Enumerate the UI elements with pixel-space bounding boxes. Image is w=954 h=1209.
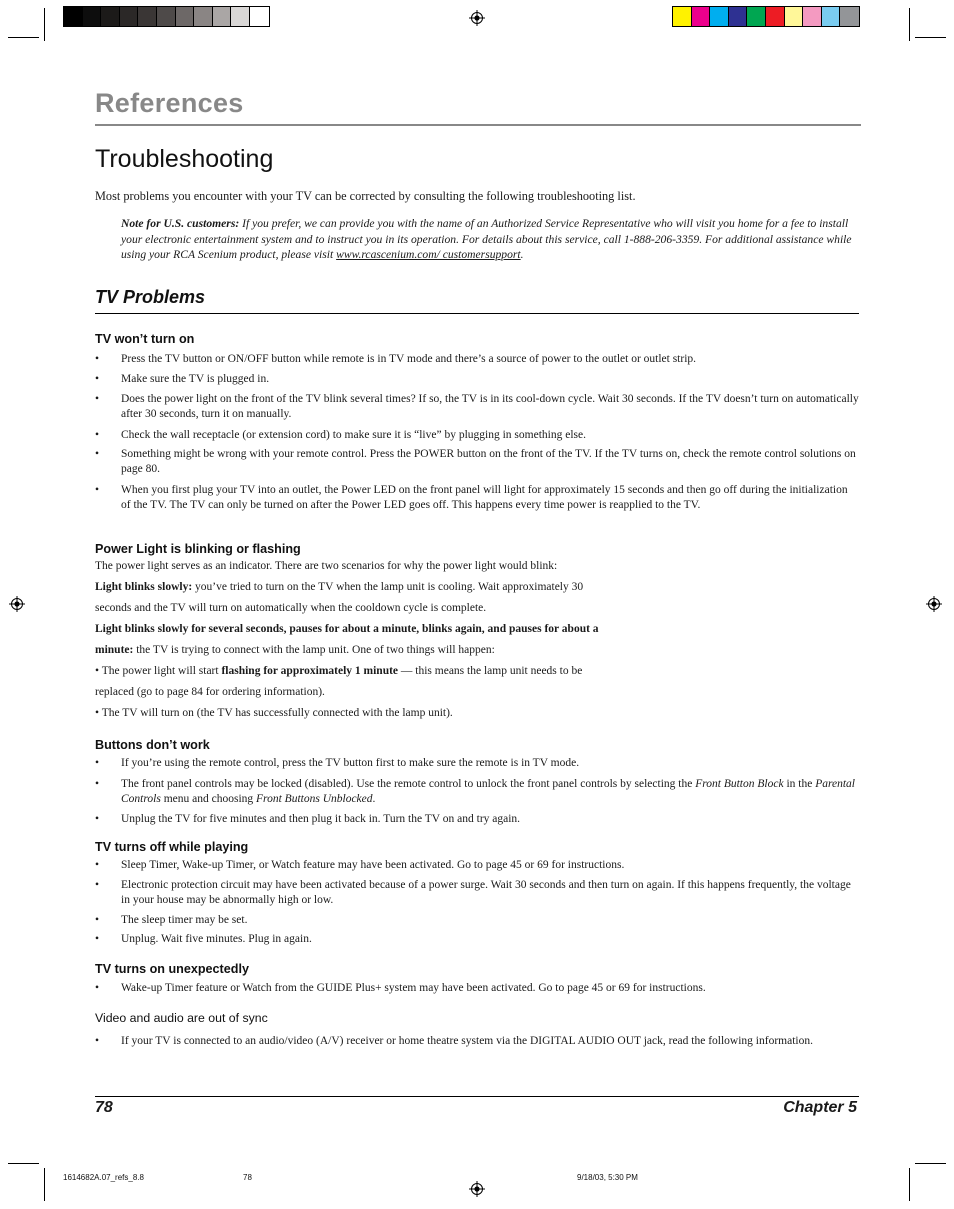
color-swatch [138, 7, 157, 26]
page-title: Troubleshooting [95, 145, 274, 173]
power-light-slow [95, 580, 583, 595]
several-label-end: minute: [95, 644, 134, 656]
list-item: • Check the wall receptacle (or extension cord) to make sure it is “live” by plugging in something else. [95, 428, 860, 443]
list-item: • Unplug. Wait five minutes. Plug in again. [95, 932, 860, 947]
menu-term: Front Buttons Unblocked [256, 793, 373, 805]
menu-term: Parental Controls [121, 778, 856, 805]
list-item: • The sleep timer may be set. [95, 913, 860, 928]
color-swatch [231, 7, 250, 26]
list-item: • Make sure the TV is plugged in. [95, 372, 860, 387]
subheading-turns-on: TV turns on unexpectedly [95, 962, 249, 976]
item-text: . [372, 793, 376, 805]
section-heading-tv-problems: TV Problems [95, 287, 206, 307]
crop-mark [44, 1168, 45, 1201]
case1-text: • The power light will start [95, 665, 222, 677]
list-item: • Electronic protection circuit may have been activated because of a power surge. Wait 30 seconds and then turn on again. If this happens frequently, the voltage in your house may be abnormally high or low. [95, 878, 860, 908]
item-text: The front panel controls may be locked (disabled). Use the remote control to unlock the front panel controls by selecting the [121, 778, 696, 790]
color-swatch [822, 7, 841, 26]
gray-color-bar [63, 6, 270, 27]
crop-mark [8, 1163, 39, 1164]
crop-mark [909, 8, 910, 41]
list-item: • Unplug the TV for five minutes and then plug it back in. Turn the TV on and try again. [95, 812, 860, 827]
process-color-bar [672, 6, 860, 27]
color-swatch [747, 7, 766, 26]
list-wont-turn-on [95, 352, 860, 513]
menu-term: Front Button Block [695, 778, 784, 790]
list-item: • Sleep Timer, Wake-up Timer, or Watch feature may have been activated. Go to page 45 or 69 for instructions. [95, 858, 860, 873]
list-item: • If your TV is connected to an audio/video (A/V) receiver or home theatre system via the DIGITAL AUDIO OUT jack, read the following information. [95, 1034, 860, 1049]
section-title: References [95, 88, 244, 118]
several-text: the TV is trying to connect with the lamp unit. One of two things will happen: [133, 644, 495, 656]
section-divider [95, 124, 861, 126]
note-text: If you prefer, we can provide you with the name of an Authorized Service Representative who will visit you home for a fee to install your electronic entertainment system and to instruct you in its operation. For details about this service, call 1-888-206-3359. For additional assistance while using your RCA Scenium product, please visit [121, 217, 852, 261]
power-light-case1-cont: replaced (go to page 84 for ordering information). [95, 686, 325, 698]
slow-label: Light blinks slowly: [95, 581, 193, 593]
subheading-sync: Video and audio are out of sync [95, 1011, 268, 1025]
crop-mark [915, 37, 946, 38]
note-label: Note for U.S. customers: [121, 217, 240, 230]
case1-bold: flashing for approximately 1 minute [221, 665, 399, 677]
list-sync [95, 1034, 860, 1049]
color-swatch [64, 7, 83, 26]
color-swatch [803, 7, 822, 26]
power-light-several [95, 643, 495, 658]
color-swatch [250, 7, 269, 26]
power-light-intro: The power light serves as an indicator. There are two scenarios for why the power light would blink: [95, 560, 558, 572]
crop-mark [915, 1163, 946, 1164]
list-turns-on [95, 981, 860, 996]
customer-note [121, 216, 856, 263]
power-light-case1 [95, 664, 582, 679]
registration-mark-icon [469, 10, 485, 26]
power-light-case2: • The TV will turn on (the TV has successfully connected with the lamp unit). [95, 707, 453, 719]
registration-mark-icon [926, 596, 942, 612]
list-item: • Does the power light on the front of the TV blink several times? If so, the TV is in its cool-down cycle. Wait 30 seconds. If the TV doesn’t turn on automatically after 30 seconds, turn it on manually. [95, 392, 860, 422]
section-divider [95, 313, 859, 314]
list-item: • When you first plug your TV into an outlet, the Power LED on the front panel will light for approximately 15 seconds and then go off during the initialization of the TV. The TV can only be turned on after the Power LED goes off. This happens every time power is reapplied to the TV. [95, 483, 860, 513]
item-text: menu and choosing [160, 793, 257, 805]
power-light-several-label [95, 622, 599, 637]
list-item: • If you’re using the remote control, press the TV button first to make sure the remote is in TV mode. [95, 756, 860, 771]
list-item: • Something might be wrong with your remote control. Press the POWER button on the front of the TV. If the TV turns on, check the remote control solutions on page 80. [95, 447, 860, 477]
registration-mark-icon [9, 596, 25, 612]
list-buttons [95, 756, 860, 827]
color-swatch [213, 7, 232, 26]
note-end: . [520, 248, 524, 261]
slow-text: you’ve tried to turn on the TV when the lamp unit is cooling. Wait approximately 30 [192, 581, 584, 593]
list-turns-off [95, 858, 860, 947]
item-text: in the [783, 778, 816, 790]
subheading-wont-turn-on: TV won’t turn on [95, 332, 195, 346]
list-item: • Press the TV button or ON/OFF button while remote is in TV mode and there’s a source of power to the outlet or outlet strip. [95, 352, 860, 367]
footer-divider [95, 1096, 859, 1097]
subheading-power-light: Power Light is blinking or flashing [95, 542, 301, 556]
color-swatch [194, 7, 213, 26]
power-light-slow-cont: seconds and the TV will turn on automatically when the cooldown cycle is complete. [95, 602, 487, 614]
page-number: 78 [95, 1099, 113, 1116]
slug-file: 1614682A.07_refs_8.8 [63, 1173, 144, 1182]
crop-mark [44, 8, 45, 41]
list-item: • Wake-up Timer feature or Watch from the GUIDE Plus+ system may have been activated. Go to page 45 or 69 for instructions. [95, 981, 860, 996]
registration-mark-icon [469, 1181, 485, 1197]
slug-date: 9/18/03, 5:30 PM [577, 1173, 638, 1182]
support-link[interactable]: www.rcascenium.com/ customersupport [336, 248, 521, 261]
color-swatch [101, 7, 120, 26]
color-swatch [729, 7, 748, 26]
case1-text-end: — this means the lamp unit needs to be [398, 665, 583, 677]
slug-page: 78 [243, 1173, 252, 1182]
color-swatch [710, 7, 729, 26]
color-swatch [692, 7, 711, 26]
several-label: Light blinks slowly for several seconds, pauses for about a minute, blinks again, and pauses for about a [95, 623, 599, 635]
chapter-label: Chapter 5 [783, 1099, 857, 1116]
color-swatch [840, 7, 859, 26]
list-item [95, 777, 860, 807]
color-swatch [83, 7, 102, 26]
crop-mark [909, 1168, 910, 1201]
subheading-turns-off: TV turns off while playing [95, 840, 249, 854]
color-swatch [673, 7, 692, 26]
color-swatch [120, 7, 139, 26]
color-swatch [785, 7, 804, 26]
subheading-buttons: Buttons don’t work [95, 738, 210, 752]
color-swatch [157, 7, 176, 26]
crop-mark [8, 37, 39, 38]
color-swatch [176, 7, 195, 26]
color-swatch [766, 7, 785, 26]
intro-text: Most problems you encounter with your TV can be corrected by consulting the following troubleshooting list. [95, 189, 636, 203]
